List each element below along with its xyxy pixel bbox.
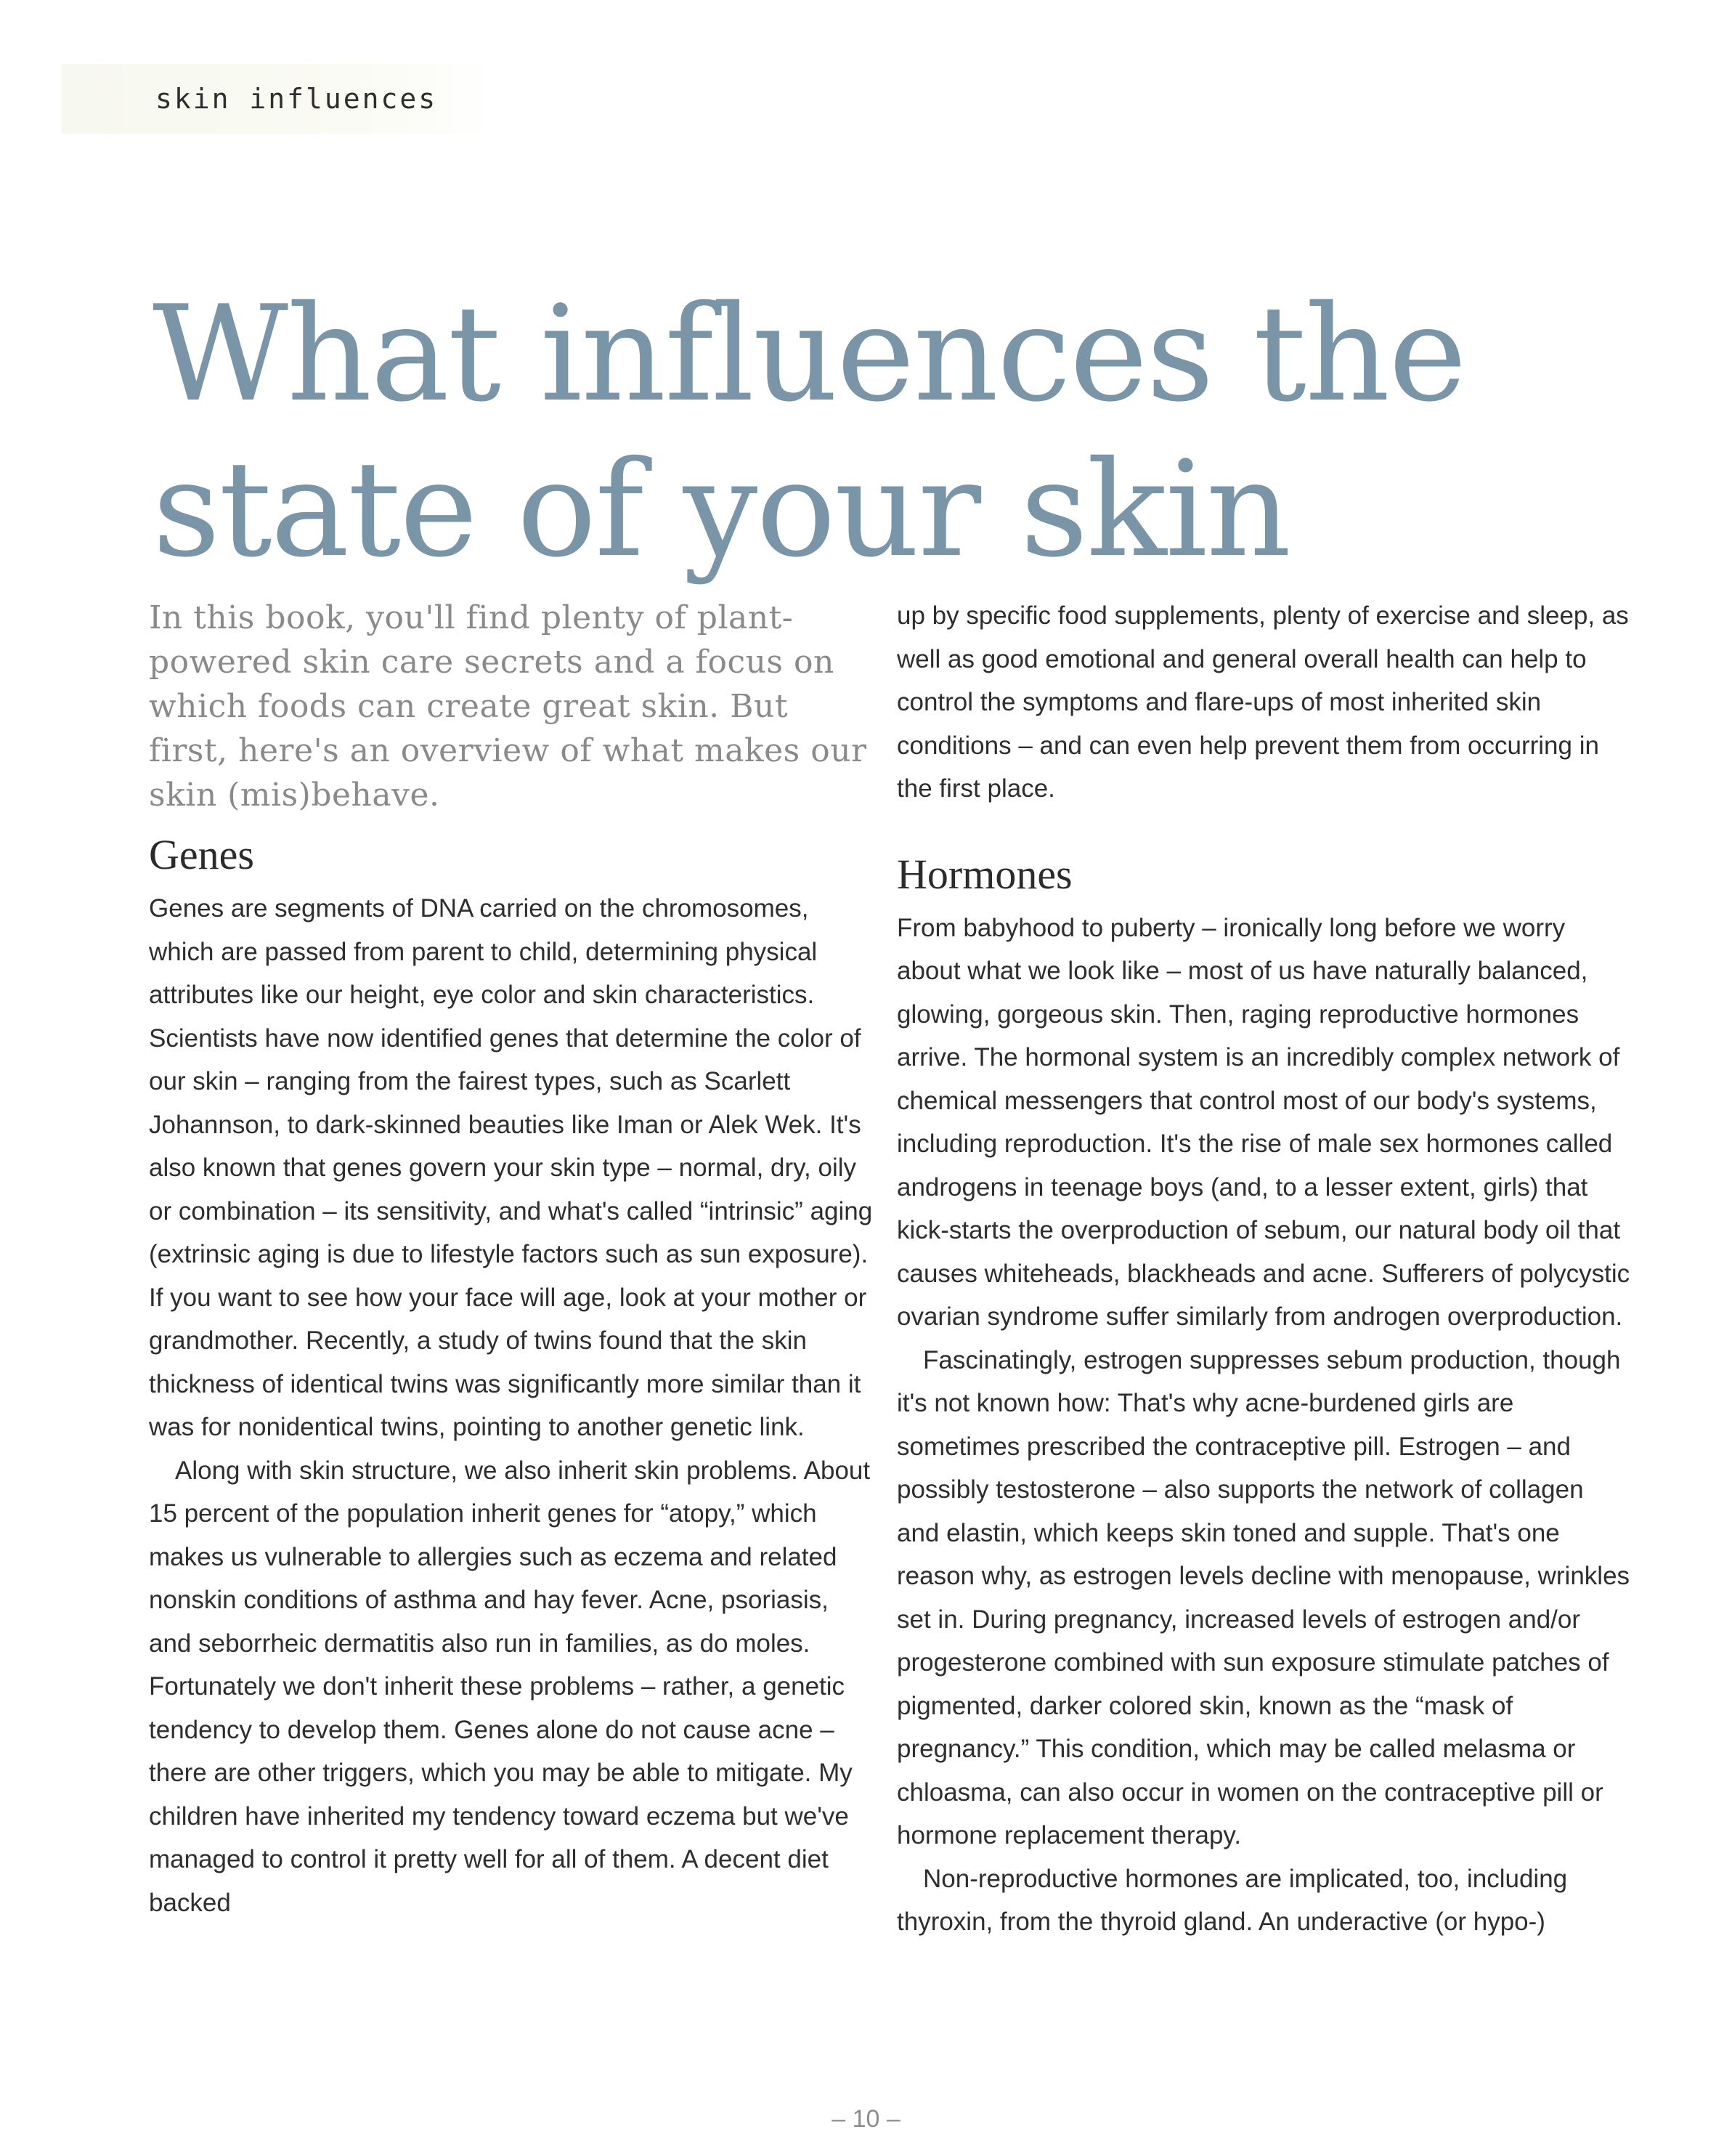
genes-paragraph-2: Along with skin structure, we also inherit skin problems. About 15 percent of the population inherit genes for “atopy,” which makes us vulnerable to allergies such as eczema and related nonskin conditions of asthma and hay fever. Acne, psoriasis, and seborrheic dermatitis also run in families, as do moles. Fortunately we don't inherit these problems – rather, a genetic tendency to develop them. Genes alone do not cause acne – there are other triggers, which you may be able to mitigate. My children have inherited my tendency toward eczema but we've managed to control it pretty well for all of them. A decent diet backed [149,1456,871,1917]
section-tag-label: skin influences [155,83,438,115]
intro-paragraph: In this book, you'll find plenty of plant-powered skin care secrets and a focus on which foods can create great skin. But first, here's an overview of what makes our skin (mis)behave. [149,599,867,814]
hormones-paragraph-2: Fascinatingly, estrogen suppresses sebum production, though it's not known how: That's why acne-burdened girls are sometimes prescribed the contraceptive pill. Estrogen – and possibly testosterone – also supports the network of collagen and elastin, which keeps skin toned and supple. That's one reason why, as estrogen levels decline with menopause, wrinkles set in. During pregnancy, increased levels of estrogen and/or progesterone combined with sun exposure stimulate patches of pigmented, darker colored skin, known as the “mask of pregnancy.” This condition, which may be called melasma or chloasma, can also occur in women on the contraceptive pill or hormone replacement therapy. [897,1345,1630,1849]
page-number: – 10 – [832,2105,900,2133]
page-title-line-1: What influences the [153,277,1465,431]
right-column [897,594,1630,1944]
hormones-paragraph-3: Non-reproductive hormones are implicated, too, including thyroxin, from the thyroid gland. An underactive (or hypo-) [897,1864,1568,1936]
section-tag [61,64,497,134]
page-title [153,276,1605,587]
page-title-line-2: state of your skin [153,432,1290,586]
left-column [149,596,875,1924]
genes-paragraph-2-continued: up by specific food supplements, plenty of exercise and sleep, as well as good emotional and general overall health can help to control the symptoms and flare-ups of most inherited skin conditions – and can even help prevent them from occurring in the first place. [897,601,1629,803]
hormones-paragraph-1: From babyhood to puberty – ironically long before we worry about what we look like – most of us have naturally balanced, glowing, gorgeous skin. Then, raging reproductive hormones arrive. The hormonal system is an incredibly complex network of chemical messengers that control most of our body's systems, including reproduction. It's the rise of male sex hormones called androgens in teenage boys (and, to a lesser extent, girls) that kick-starts the overproduction of sebum, our natural body oil that causes whiteheads, blackheads and acne. Sufferers of polycystic ovarian syndrome suffer similarly from androgen overproduction. [897,913,1630,1331]
hormones-heading: Hormones [897,850,1073,898]
genes-heading: Genes [149,831,254,878]
genes-paragraph-1: Genes are segments of DNA carried on the chromosomes, which are passed from parent to child, determining physical attributes like our height, eye color and skin characteristics. Scientists have now identified genes that determine the color of our skin – ranging from the fairest types, such as Scarlett Johannson, to dark-skinned beauties like Iman or Alek Wek. It's also known that genes govern your skin type – normal, dry, oily or combination – its sensitivity, and what's called “intrinsic” aging (extrinsic aging is due to lifestyle factors such as sun exposure). If you want to see how your face will age, look at your mother or grandmother. Recently, a study of twins found that the skin thickness of identical twins was significantly more similar than it was for nonidentical twins, pointing to another genetic link. [149,894,873,1441]
